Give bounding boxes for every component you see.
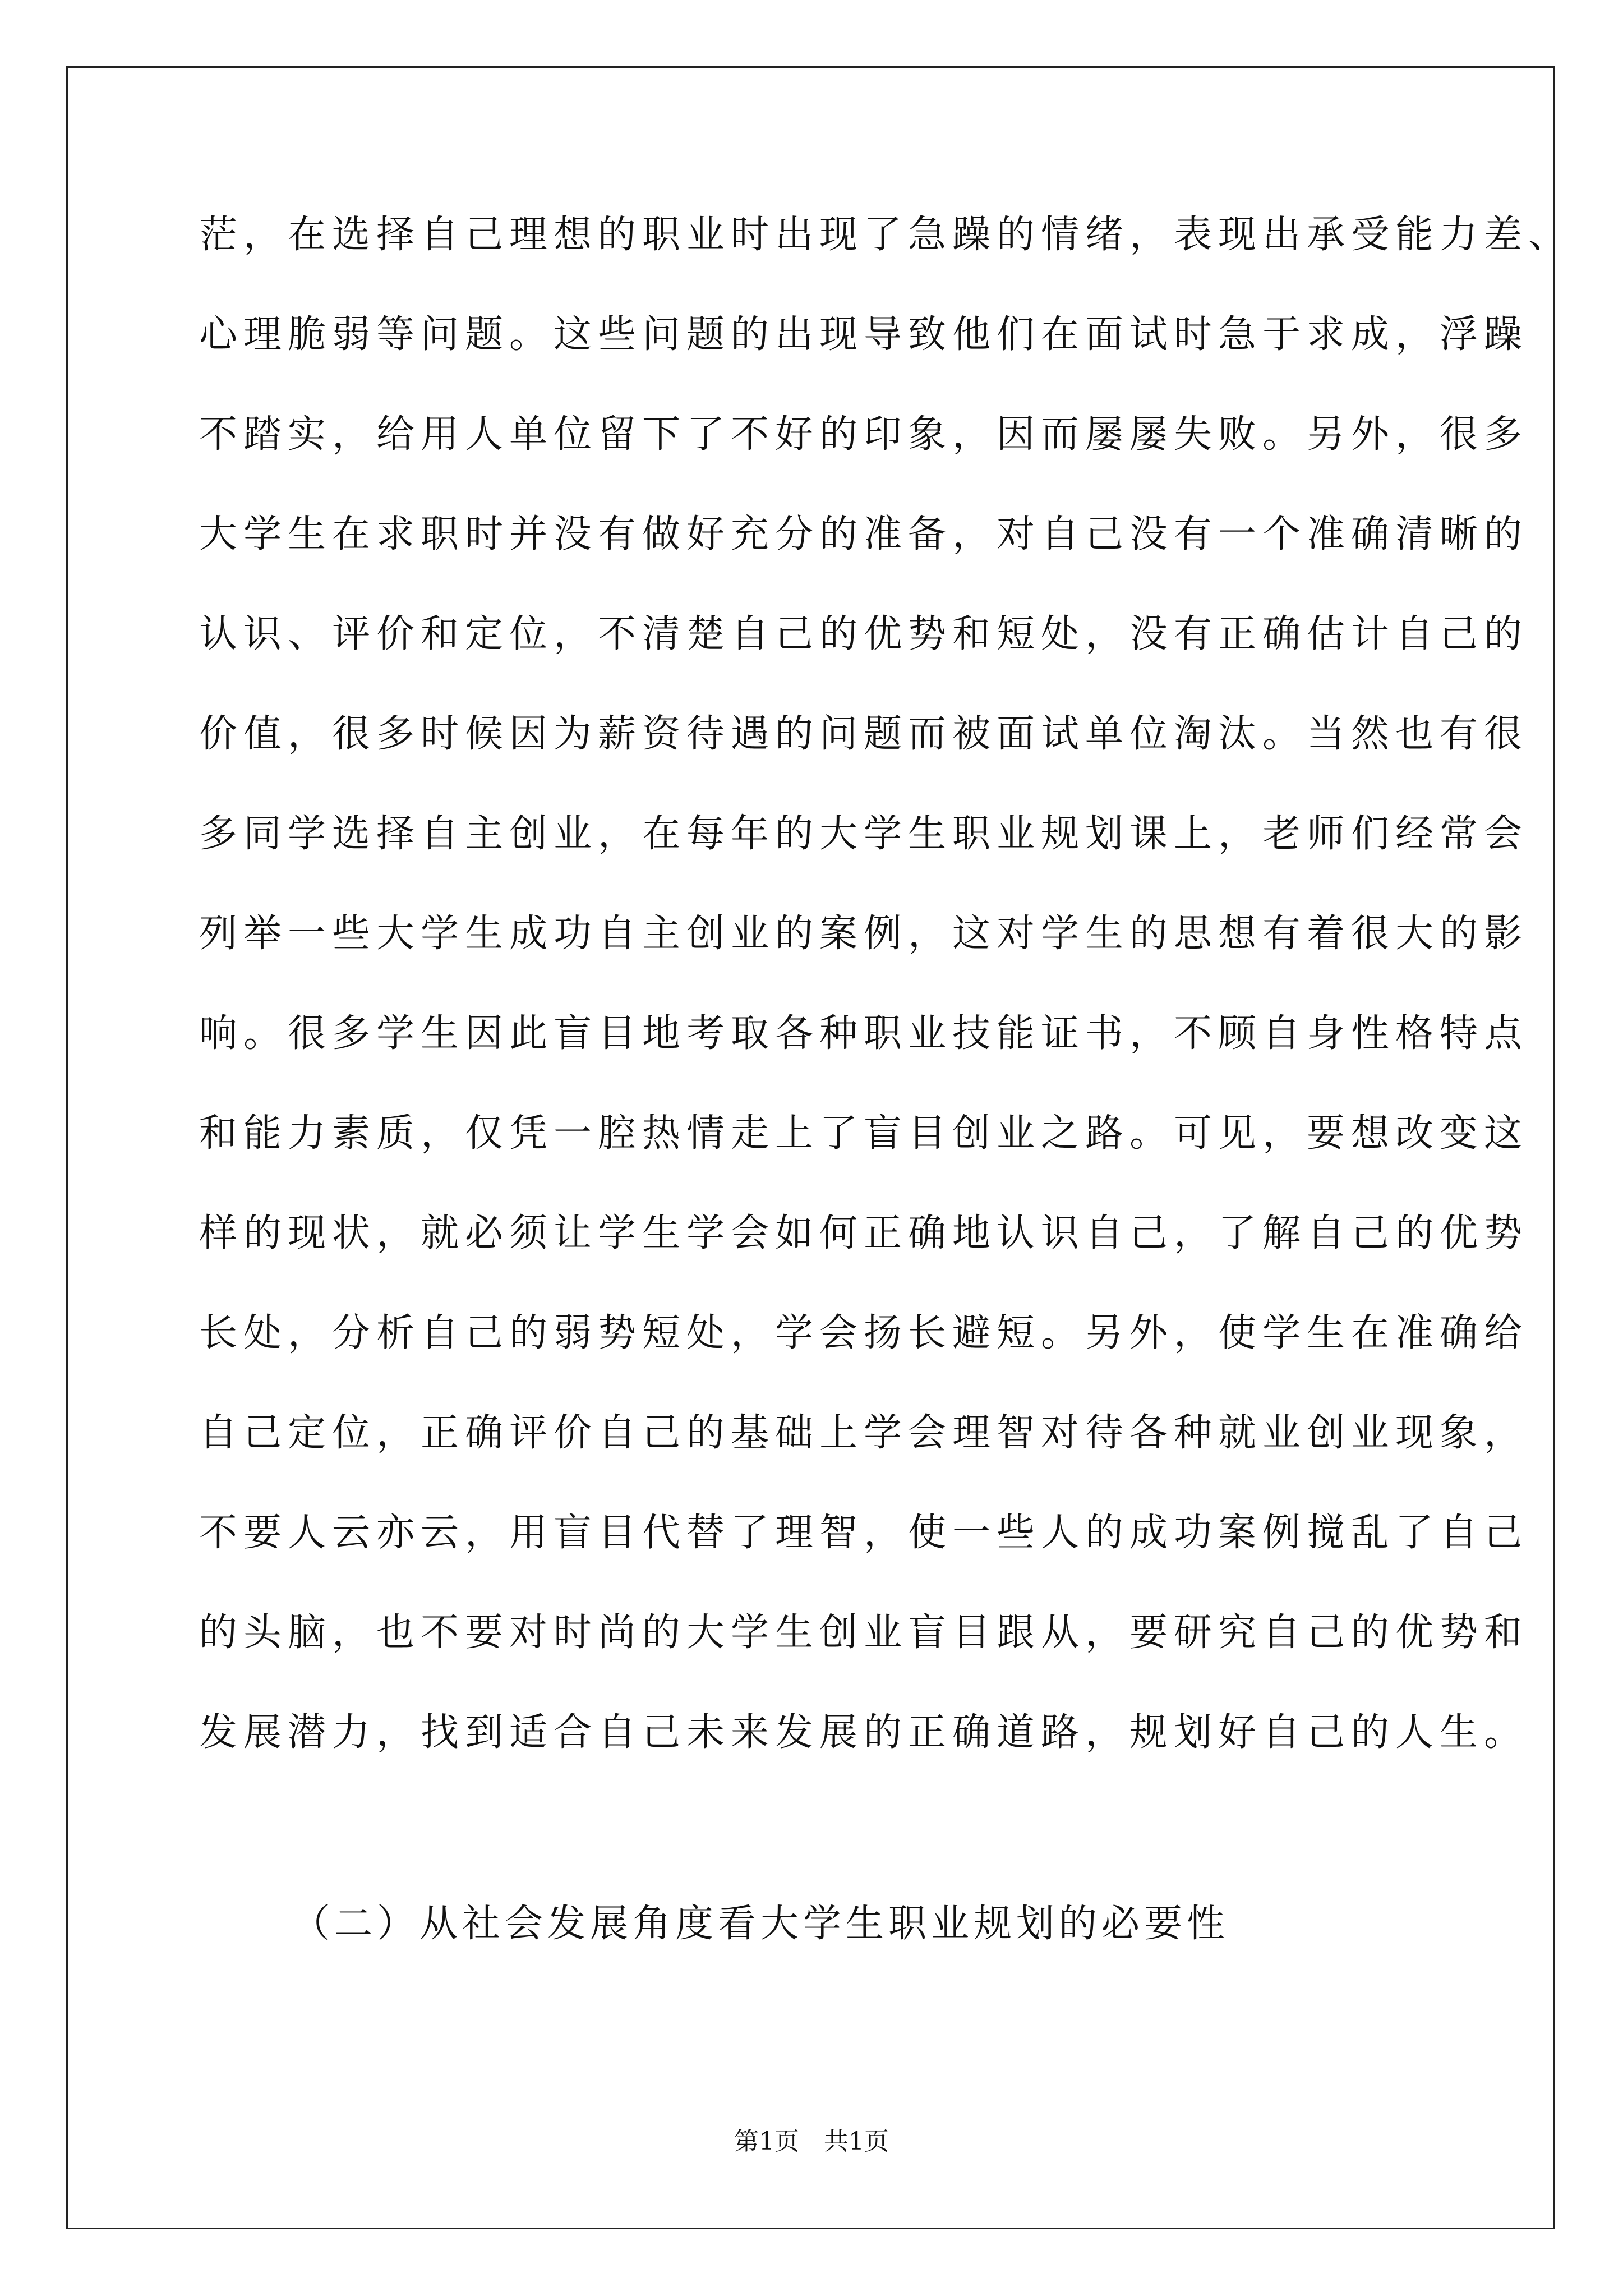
- body-paragraph: [199, 185, 1573, 1783]
- text-line: 响。很多学生因此盲目地考取各种职业技能证书，不顾自身性格特点: [199, 1011, 1529, 1056]
- text-line: 心理脆弱等问题。这些问题的出现导致他们在面试时急于求成，浮躁: [199, 312, 1529, 357]
- text-line: 发展潜力，找到适合自己未来发展的正确道路，规划好自己的人生。: [199, 1710, 1529, 1755]
- text-line: 的头脑，也不要对时尚的大学生创业盲目跟从，要研究自己的优势和: [199, 1611, 1529, 1655]
- text-line: 样的现状，就必须让学生学会如何正确地认识自己，了解自己的优势: [199, 1211, 1529, 1255]
- text-line: 价值，很多时候因为薪资待遇的问题而被面试单位淘汰。当然也有很: [199, 712, 1529, 756]
- text-line: 不要人云亦云，用盲目代替了理智，使一些人的成功案例搅乱了自己: [199, 1511, 1529, 1555]
- text-line: 不踏实，给用人单位留下了不好的印象，因而屡屡失败。另外，很多: [199, 412, 1529, 457]
- text-line: 长处，分析自己的弱势短处，学会扬长避短。另外，使学生在准确给: [199, 1311, 1529, 1355]
- text-line: 多同学选择自主创业，在每年的大学生职业规划课上，老师们经常会: [199, 812, 1529, 856]
- page-number-footer: 第1页 共1页: [734, 2127, 889, 2156]
- section-heading: （二）从社会发展角度看大学生职业规划的必要性: [292, 1902, 1230, 1946]
- text-line: 大学生在求职时并没有做好充分的准备，对自己没有一个准确清晰的: [199, 512, 1529, 556]
- text-line: 茫，在选择自己理想的职业时出现了急躁的情绪，表现出承受能力差、: [199, 213, 1573, 257]
- text-line: 认识、评价和定位，不清楚自己的优势和短处，没有正确估计自己的: [199, 612, 1529, 656]
- text-line: 列举一些大学生成功自主创业的案例，这对学生的思想有着很大的影: [199, 912, 1529, 956]
- text-line: 和能力素质，仅凭一腔热情走上了盲目创业之路。可见，要想改变这: [199, 1111, 1529, 1156]
- text-line: 自己定位，正确评价自己的基础上学会理智对待各种就业创业现象，: [199, 1411, 1529, 1455]
